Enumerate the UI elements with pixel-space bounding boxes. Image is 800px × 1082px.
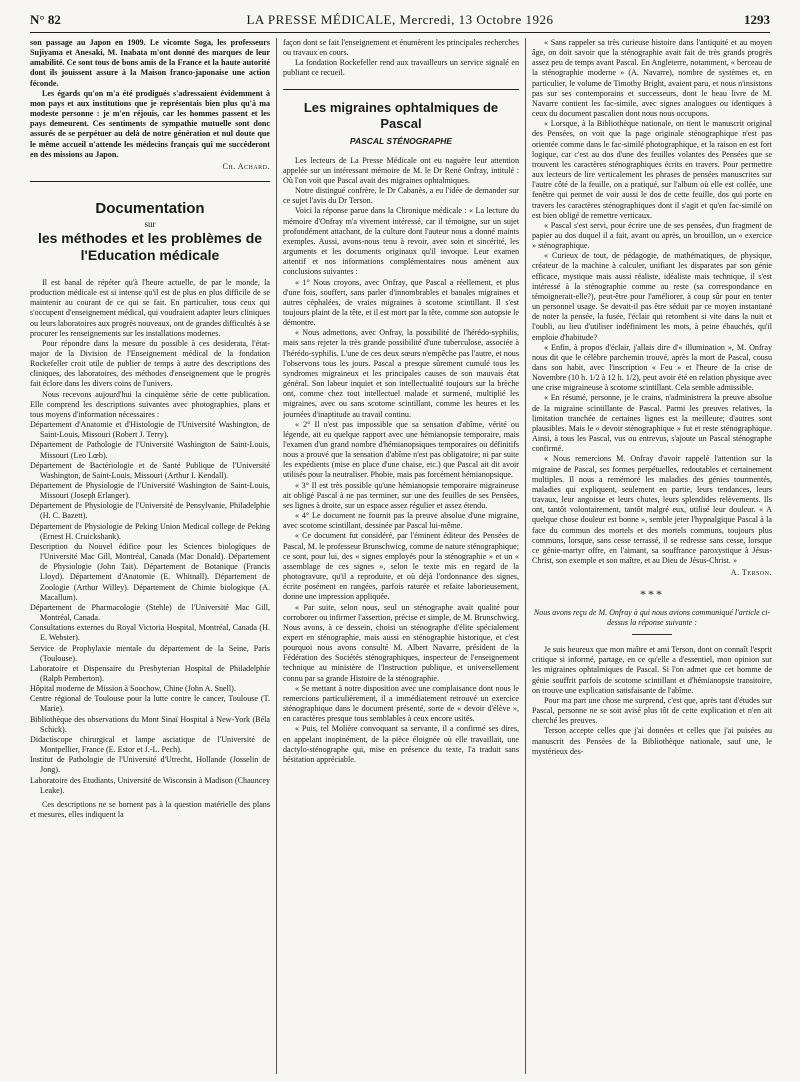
page-number: 1293 [744,12,770,27]
list-item: Département d'Anatomie et d'Histologie de l'Université Washington, de Saint-Louis, Missouri (Robert J. Terry). [30,420,270,440]
article-paragraph: « Lorsque, à la Bibliothèque nationale, on tient le manuscrit original des Pensées, on voit que la page originale sténographique n'est pas orientée comme dans le fac-similé photographique, et la raison en est fort logique, car c'est au dos d'une des feuilles volantes des Pensées que se trouvent les caractères sténographiques écrits en travers. Pour permettre aux lecteurs de lire verticalement les phrases de pensées manuscrites sur l'autre côté de la feuille, on a pratiqué, sur l'album où elle est collée, une fenêtre qui permet de voir aussi le dos de cette feuille, dos qui porte en travers les caractères sténographiques dont il s'agit et qu'en fac-similé on est bien obligé de remettre verticaux. [532,119,772,220]
issue-number: N° 82 [30,12,61,27]
intro-paragraph: son passage au Japon en 1909. Le vicomte Soga, les professeurs Sujiyama et Anesaki, M. Inabata m'ont donné des marques de leur amabilité. Ce sont tous de bons amis de la France et la haute autorité dont ils jouissent assure à la Maison franco-japonaise une action féconde. [30,38,270,88]
migraines-title: Les migraines ophtalmiques de Pascal [303,99,499,131]
signature-achard: Ch. Achard. [222,161,270,171]
documentation-paragraph: Pour répondre dans la mesure du possible à ces desiderata, l'état-major de la Division de l'Enseignement médical de la fondation Rockefeller croit utile de publier de temps à autre des descriptions des cliniques, des laboratoires, des méthodes d'enseignement que le progrès fait éclore dans les divers coins de l'univers. [30,338,270,389]
article-paragraph: « Ce document fut considéré, par l'éminent éditeur des Pensées de Pascal, M. le professeur Brunschwicg, comme de nature sténographique; ce sont, pour lui, des « signes employés pour la sténographie » et un « assemblage de ces signes », selon le texte mis en regard de la photogravure, qu'il a reproduite, et où déjà l'ordonnance des signes, écrite posément en rangées, parfois raturée et refaite laborieusement, donne une impression appliquée. [283,531,519,602]
list-item: Consultations externes du Royal Victoria Hospital, Montréal, Canada (H. E. Webster). [30,623,270,643]
asterism-divider: *** [640,587,664,602]
editor-note-rule [632,634,672,635]
article-paragraph: « Par suite, selon nous, seul un sténographe avait qualité pour corroborer ou infirmer l'assertion, précise et simple, de M. Brunschwicg. Nous avons, à ce dessein, choisi un sténographe d'élite spécialement expert en sténographie, mais aussi en sténographie historique, et c'est pourquoi nous avons consulté M. Albert Navarre, président de la Fédération des Sociétés sténographiques, inspecteur de l'enseignement technique au ministère de l'Instruction publique, et universellement connu par sa grande Histoire de la sténographie. [283,602,519,683]
editor-note: Nous avons reçu de M. Onfray à qui nous avions communiqué l'article ci-dessus la réponse suivante : [533,608,771,628]
list-item: Département de Pharmacologie (Stehle) de l'Université Mac Gill, Montréal, Canada. [30,602,270,623]
documentation-title: Documentation [95,199,205,217]
reply-paragraph: Je suis heureux que mon maître et ami Terson, dont on connaît l'esprit critique si informé, partage, en ce qu'elle a d'essentiel, mon opinion sur les migraines ophtalmiques de Pascal. Si l'on admet que cet homme de génie souffrit parfois de scotome scintillant et d'hémianopsie transitoire, on trouve une explication satisfaisante de l'abîme. [532,645,772,695]
article-paragraph: « Sans rappeler sa très curieuse histoire dans l'antiquité et au moyen âge, on doit savoir que la sténographie avait fait de très grands progrès assez peu de temps avant Pascal. En Angleterre, notamment, « berceau de la sténographie moderne » (A. Navarre), nombre de systèmes et, en particulier, le volume de Timothy Bright, avaient paru, et nous n'insistons pas sur ses contemporains et successeurs, dont le beau livre de M. Navarre contient les fac-simile, avec signes analogues ou identiques à ceux du document pascalien dont nous nous occupons. [532,38,772,119]
list-item: Description du Nouvel édifice pour les Sciences biologiques de l'Université Mac Gill, Montréal, Canada (Mac Donald). Département de Physiologie (John Tait). Département de Botanique (Francis Lloyd). Département d'Anatomie (E. Whitnall). Département de Zoologie (Arthur Willey). Département de Chimie biologique (A. Macallum). [30,541,270,602]
documentation-sur: sur [144,218,156,229]
article-paragraph: Les lecteurs de La Presse Médicale ont eu naguère leur attention appelée sur un intéressant mémoire de M. le Dr René Onfray, intitulé : Où l'on voit que Pascal avait des migraines ophtalmiques. [283,155,519,185]
column-2 [283,38,519,1076]
reply-paragraph: Terson accepte celles que j'ai données et celles que j'ai puisées au manuscrit des Pensées de la Bibliothèque nationale, sauf une, le mystérieux des- [532,726,772,756]
article-paragraph: « 4° Le document ne fournit pas la preuve absolue d'une migraine, avec scotome scintillant, dessinée par Pascal lui-même. [283,511,519,531]
column-1 [30,38,270,1076]
publication-list [30,420,270,796]
column-3 [532,38,772,1076]
article-paragraph: « 1° Nous croyons, avec Onfray, que Pascal a réellement, et plus d'une fois, souffert, sans parler d'innombrables et banales migraines et autres céphalées, de vraies migraines à scotome scintillant. Il s'est toujours plaint de la tête, et il est mort par la tête, comme son autopsie le démontre. [283,277,519,328]
documentation-subtitle: les méthodes et les problèmes de l'Education médicale [37,229,263,263]
list-item: Institut de Pathologie de l'Université d'Utrecht, Hollande (Josselin de Jong). [30,755,270,775]
closing-paragraph: Ces descriptions ne se bornent pas à la question matérielle des plans et mesures, elles indiquent la [30,799,270,819]
page-header [30,10,770,33]
article-paragraph: « Pascal s'est servi, pour écrire une de ses pensées, d'un fragment de papier au dos duquel il a fait, avant ou après, un brouillon, un « exercice » sténographique. [532,220,772,251]
article-paragraph: « 3° Il est très possible qu'une hémianopsie temporaire migraineuse ait obligé Pascal à ne pas terminer, sur une des feuilles de ses Pensées, ses lignes à droite, sur un espace assez régulier et assez étendu. [283,480,519,510]
list-item: Hôpital moderne de Mission à Soochow, Chine (John A. Snell). [30,684,236,694]
article-paragraph: « Nous remercions M. Onfray d'avoir rappelé l'attention sur la migraine de Pascal, ses formes perpétuelles, redoutables et certainement multiples. Il nous a remémoré les maladies des génies tourmentés, maladies qui expliquent, seulement en partie, leurs tendances, leurs travaux, leur angoisse et leurs chutes, leurs splendides relèvements. Ils ont, tantôt volontairement, tantôt malgré eux, utilisé leur douleur. « A quelque chose douleur est bonne », semble jeter l'hypnalgique Pascal à la face du commun des mortels et des mortels communs, toujours plus communs, lorsque, sans cesse terrassé, il se redresse sans cesse, lorsque ce génie-martyr offre, en l'aimant, sa souffrance paroxystique à Jésus-Christ, son exemple et son maître, et au Dieu de Jésus-Christ. » [532,454,772,565]
list-item: Département de Physiologie de Peking Union Medical college de Peking (Ernest H. Cruickshank). [30,521,270,541]
list-item: Bibliothèque des observations du Mont Sinaï Hospital à New-York (Béla Schick). [30,714,270,734]
documentation-paragraph: Il est banal de répéter qu'à l'heure actuelle, de par le monde, la production médicale est si intense qu'il est de plus en plus difficile de se maintenir au courant de ce qui se fait. En particulier, tous ceux qui s'occupent d'enseignement médical, qui voudraient adapter leurs cliniques ou leurs laboratoires aux progrès nouveaux, ont de grandes difficultés à se procurer les renseignements sur les installations modernes. [30,277,270,338]
documentation-paragraph: Nous recevons aujourd'hui la cinquième série de cette publication. Elle comprend les descriptions suivantes avec photographies, plans et tous moyens d'information nécessaires : [30,389,270,419]
article-paragraph: « Nous admettons, avec Onfray, la possibilité de l'hérédo-syphilis, mais sans rejeter la très grande possibilité d'une tuberculose, associée à l'hérédo-syphilis. L'une de ces deux sœurs n'empêche pas l'autre, et nous l'observons tous les jours. Pascal a presque sûrement cumulé tous les syndromes migraineux et les principales causes de son mauvais état général. Son labeur inquiet et son intellectualité toujours sur la brèche ont, comme chez tout intellectuel malade et surmené, multiplié les migraines, avec ou sans scotome scintillant, comme les heures et les journées d'inaptitude au travail continu. [283,328,519,419]
column-rule-left [276,38,277,1074]
section-divider [30,181,270,182]
migraines-subtitle: PASCAL STÉNOGRAPHE [349,135,453,146]
list-item: Département de Physiologie de l'Université Washington de Saint-Louis, Missouri (Joseph Erlanger). [30,481,270,501]
list-item: Département de Pathologie de l'Université Washington de Saint-Louis, Missouri (Leo Lœb). [30,440,270,460]
article-paragraph: Voici la réponse parue dans la Chronique médicale : « La lecture du mémoire d'Onfray m'a vivement intéressé, car il témoigne, sur un sujet profondément attachant, de la culture dont l'auteur nous a donné maints exemples. Aussi, avons-nous tenu à revoir, avec soin et sincérité, les arguments et les documents originaux qu'il invoque. Leur examen attentif et nos informations complémentaires nous amènent aux conclusions suivantes : [283,206,519,277]
article-paragraph: Notre distingué confrère, le Dr Cabanès, a eu l'idée de demander sur ce sujet l'avis du Dr Terson. [283,186,519,206]
list-item: Département de Bactériologie et de Santé Publique de l'Université Washington, de Saint-Louis, Missouri (Arthur I. Kendall). [30,460,270,480]
continued-paragraph: La fondation Rockefeller rend aux travailleurs un service signalé en publiant ce recueil. [283,58,519,78]
list-item: Centre régional de Toulouse pour la lutte contre le cancer, Toulouse (T. Marie). [30,694,270,714]
list-item: Service de Prophylaxie mentale du département de la Seine, Paris (Toulouse). [30,643,270,663]
article-paragraph: « 2° Il n'est pas impossible que sa sensation d'abîme, vérité ou légende, ait eu quelque rapport avec une hémianopsie temporaire, mais l'examen d'un grand nombre d'hémianopsiques temporaires ou définitifs nous a prouvé que la sensation d'abîme n'est pas obligatoire; ni par suite les expédients (mise en place d'une chaise, etc.) que Pascal ait dit avoir utilisés pour la neutraliser. Phobie, mais pas forcément hémianopsique. [283,419,519,480]
reply-paragraph: Pour ma part une chose me surprend, c'est que, après tant d'études sur Pascal, personne ne se soit avisé plus tôt de cette explication et n'en ait cherché les preuves. [532,695,772,726]
column-rule-right [525,38,526,1074]
list-item: Laboratoire et Dispensaire du Presbyterian Hospital de Philadelphie (Ralph Pemberton). [30,663,270,683]
article-paragraph: « Se mettant à notre disposition avec une complaisance dont nous le remercions particulièrement, il a immédiatement retrouvé un exercice sténographique dans le document présenté, sorte de « devoir d'élève », en caractères presque tous semblables à ceux encore usités. [283,683,519,724]
journal-date-line: LA PRESSE MÉDICALE, Mercredi, 13 Octobre 1926 [246,12,554,27]
signature-terson: A. Terson. [730,568,772,578]
intro-paragraph: Les égards qu'on m'a été prodigués s'adressaient évidemment à mon pays et aux institutions que je représentais bien plus qu'à ma modeste personne : je m'en réjouis, car les hommes passent et les pays demeurent. Ces sentiments de sympathie mutuelle sont donc assurés de se perpétuer au delà de notre génération et nul doute que le même accueil n'attende les médecins français qui me succéderont en des missions au Japon. [30,88,270,159]
section-divider [283,89,519,90]
article-paragraph: « En résumé, personne, je le crains, n'administrera la preuve absolue de la migraine scintillante de Pascal. Parmi les preuves relatives, la limitation tranchée de certaines lignes est la meilleure; d'autres sont plausibles. Mais le « devoir sténographique » fut et reste sténographique. Ainsi, à tous les Pascal, vus ou entrevus, s'ajoute un Pascal sténographe confirmé. [532,393,772,454]
list-item: Didactiscope chirurgical et lampe asciatique de l'Université de Montpellier, France (E. Estor et J.-L. Pech). [30,734,270,755]
list-item: Laboratoire des Etudiants, Université de Wisconsin à Madison (Chauncey Leake). [30,775,270,795]
list-item: Département de Physiologie de l'Université de Pensylvanie, Philadelphie (H. C. Bazett). [30,501,270,521]
article-paragraph: « Curieux de tout, de pédagogie, de mathématiques, de physique, créateur de la machine à calculer, unifiant les disparates par son génie efficace, mystique mais aussi réaliste, idéaliste mais technique, il s'est intéressé à la sténographie comme au reste (sa correspondance en témoignerait-elle?), peut-être pour l'améliorer, à coup sûr pour en tenter un personnel usage. Se devait-il pas être séduit par ce moyen instantané de noter la pensée, la fusée, l'éclair qui retombent si vite dans la nuit et l'oubli, au lieu d'utiliser indéfiniment les mots, à peine ébauchés, qu'il emploie d'habitude? [532,251,772,342]
article-paragraph: « Puis, tel Molière convoquant sa servante, il a confirmé ses dires, en appelant inopinément, de la pièce éloignée où elle travaillait, une dactylo-sténographe qui, mise en présence du texte, l'a traduit sans hésitation appréciable. [283,724,519,764]
continued-paragraph: façon dont se fait l'enseignement et énumèrent les principales recherches ou travaux en cours. [283,38,519,58]
article-paragraph: « Enfin, à propos d'éclair, j'allais dire d'« illumination », M. Onfray nous dit que le célèbre parchemin trouvé, après la mort de Pascal, cousu dans son habit, avec l'inscription « Feu » et l'heure de la crise de Novembre (10 h. 1/2 à 12 h. 1/2), peut avoir été en relation physique avec une crise migraineuse à scotome scintillant. Cela semble admissible. [532,342,772,393]
